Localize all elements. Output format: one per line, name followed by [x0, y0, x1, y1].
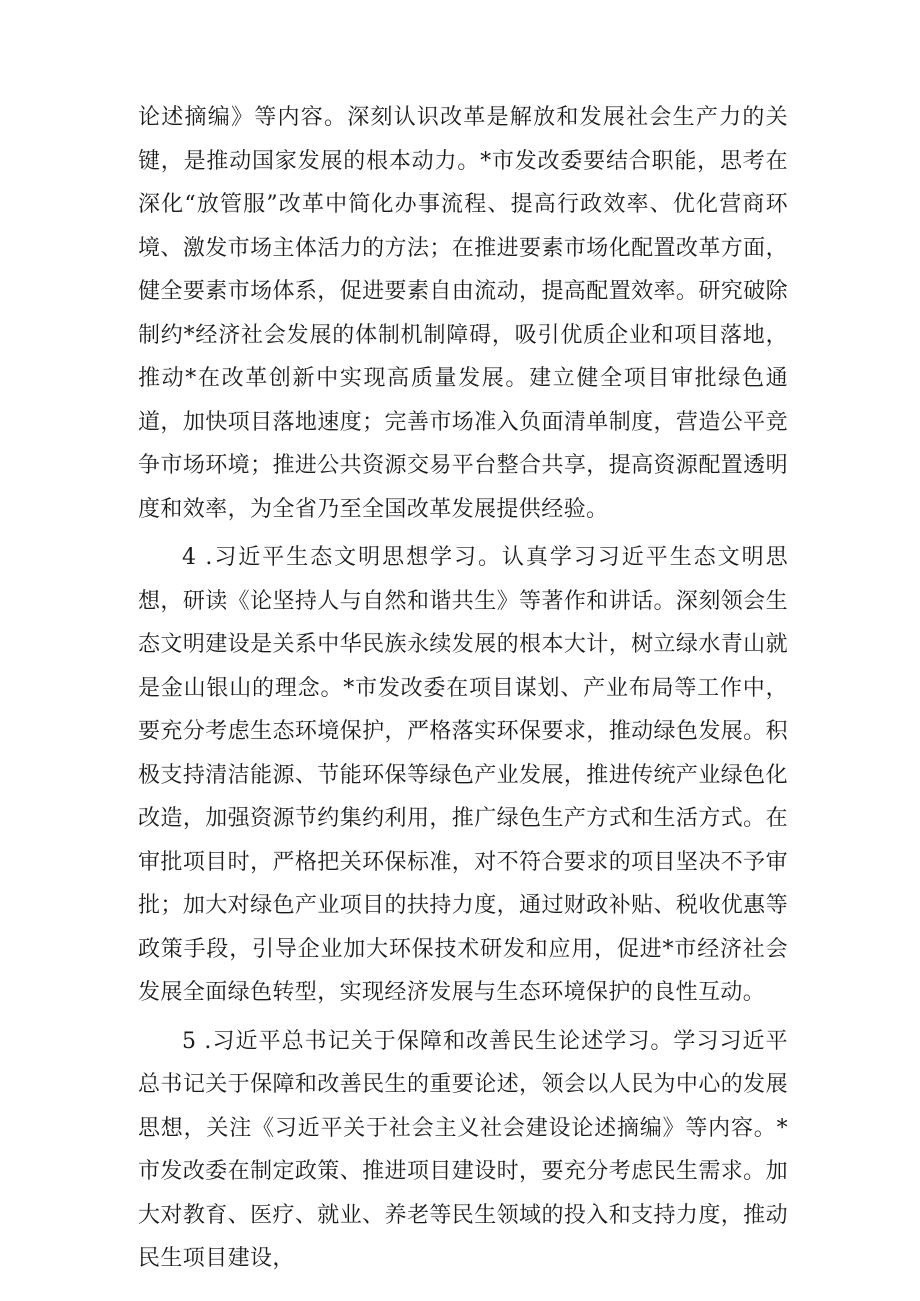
document-body: [138, 96, 788, 1286]
paragraph-people-livelihood: 5 .习近平总书记关于保障和改善民生论述学习。学习习近平总书记关于保障和改善民生的重要论述，领会以人民为中心的发展思想，关注《习近平关于社会主义社会建设论述摘编》等内容。*市发改委在制定政策、推进项目建设时，要充分考虑民生需求。加大对教育、医疗、就业、养老等民生领域的投入和支持力度，推动民生项目建设，: [138, 1028, 788, 1271]
paragraph-ecological-civilization: 4 .习近平生态文明思想学习。认真学习习近平生态文明思想，研读《论坚持人与自然和谐共生》等著作和讲话。深刻领会生态文明建设是关系中华民族永续发展的根本大计，树立绿水青山就是金山银山的理念。*市发改委在项目谋划、产业布局等工作中，要充分考虑生态环境保护，严格落实环保要求，推动绿色发展。积极支持清洁能源、节能环保等绿色产业发展，推进传统产业绿色化改造，加强资源节约集约利用，推广绿色生产方式和生活方式。在审批项目时，严格把关环保标准，对不符合要求的项目坚决不予审批；加大对绿色产业项目的扶持力度，通过财政补贴、税收优惠等政策手段，引导企业加大环保技术研发和应用，促进*市经济社会发展全面绿色转型，实现经济发展与生态环境保护的良性互动。: [138, 545, 788, 1005]
paragraph-reform-continued: 论述摘编》等内容。深刻认识改革是解放和发展社会生产力的关键，是推动国家发展的根本动力。*市发改委要结合职能，思考在深化“放管服”改革中简化办事流程、提高行政效率、优化营商环境、激发市场主体活力的方法；在推进要素市场化配置改革方面，健全要素市场体系，促进要素自由流动，提高配置效率。研究破除制约*经济社会发展的体制机制障碍，吸引优质企业和项目落地，推动*在改革创新中实现高质量发展。建立健全项目审批绿色通道，加快项目落地速度；完善市场准入负面清单制度，营造公平竞争市场环境；推进公共资源交易平台整合共享，提高资源配置透明度和效率，为全省乃至全国改革发展提供经验。: [138, 105, 788, 522]
